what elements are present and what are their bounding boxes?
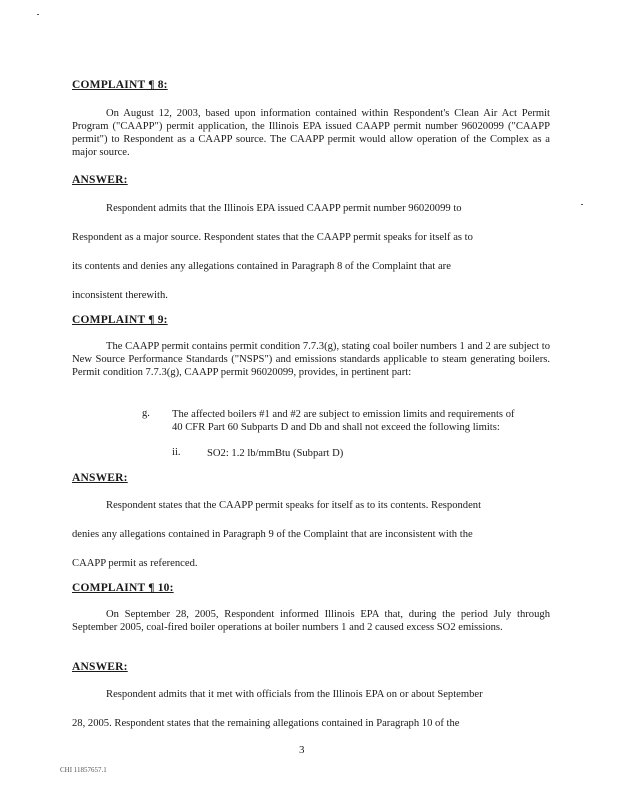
answer-9-heading: ANSWER: — [72, 472, 128, 484]
complaint-9-text: The CAAPP permit contains permit condition 7.7.3(g), stating coal boiler numbers 1 and 2 are subject to New Source Performance Standards ("NSPS") and emissions standards applicable to steam generating boilers. Permit condition 7.7.3(g), CAAPP permit 96020099, provides, in pertinent part: — [72, 341, 550, 378]
complaint-10-heading: COMPLAINT ¶ 10: — [72, 582, 174, 594]
scan-speck — [37, 14, 39, 15]
complaint-8-text: On August 12, 2003, based upon information contained within Respondent's Clean Air Act Permit Program ("CAAPP") permit application, the Illinois EPA issued CAAPP permit number 96020099 ("CAAPP permit") to Respondent as a CAAPP source. The CAAPP permit would allow operation of the Complex as a major source. — [72, 108, 550, 158]
answer-8-line: Respondent admits that the Illinois EPA issued CAAPP permit number 96020099 to — [106, 203, 462, 214]
answer-8-heading: ANSWER: — [72, 174, 128, 186]
complaint-8-heading: COMPLAINT ¶ 8: — [72, 79, 168, 91]
list-item-marker: g. — [142, 408, 150, 419]
answer-9-line: CAAPP permit as referenced. — [72, 558, 198, 569]
complaint-9-heading: COMPLAINT ¶ 9: — [72, 314, 168, 326]
answer-10-line: 28, 2005. Respondent states that the remaining allegations contained in Paragraph 10 of the — [72, 718, 460, 729]
page-number: 3 — [299, 744, 305, 756]
sub-item-marker: ii. — [172, 447, 181, 458]
answer-10-line: Respondent admits that it met with officials from the Illinois EPA on or about September — [106, 689, 483, 700]
sub-item-text: SO2: 1.2 lb/mmBtu (Subpart D) — [207, 448, 344, 459]
answer-9-line: Respondent states that the CAAPP permit speaks for itself as to its contents. Respondent — [106, 500, 482, 511]
list-item-text: The affected boilers #1 and #2 are subject to emission limits and requirements of 40 CFR Part 60 Subparts D and Db and shall not exceed the following limits: — [172, 409, 515, 433]
document-id-footer: CHI 11857657.1 — [60, 766, 107, 774]
answer-8-line: inconsistent therewith. — [72, 290, 168, 301]
answer-10-heading: ANSWER: — [72, 661, 128, 673]
answer-9-line: denies any allegations contained in Paragraph 9 of the Complaint that are inconsistent with the — [72, 529, 473, 540]
answer-8-line: its contents and denies any allegations contained in Paragraph 8 of the Complaint that are — [72, 261, 451, 272]
complaint-10-text: On September 28, 2005, Respondent informed Illinois EPA that, during the period July through September 2005, coal-fired boiler operations at boiler numbers 1 and 2 caused excess SO2 emissions. — [72, 609, 550, 633]
answer-8-line: Respondent as a major source. Respondent states that the CAAPP permit speaks for itself as to — [72, 232, 473, 243]
